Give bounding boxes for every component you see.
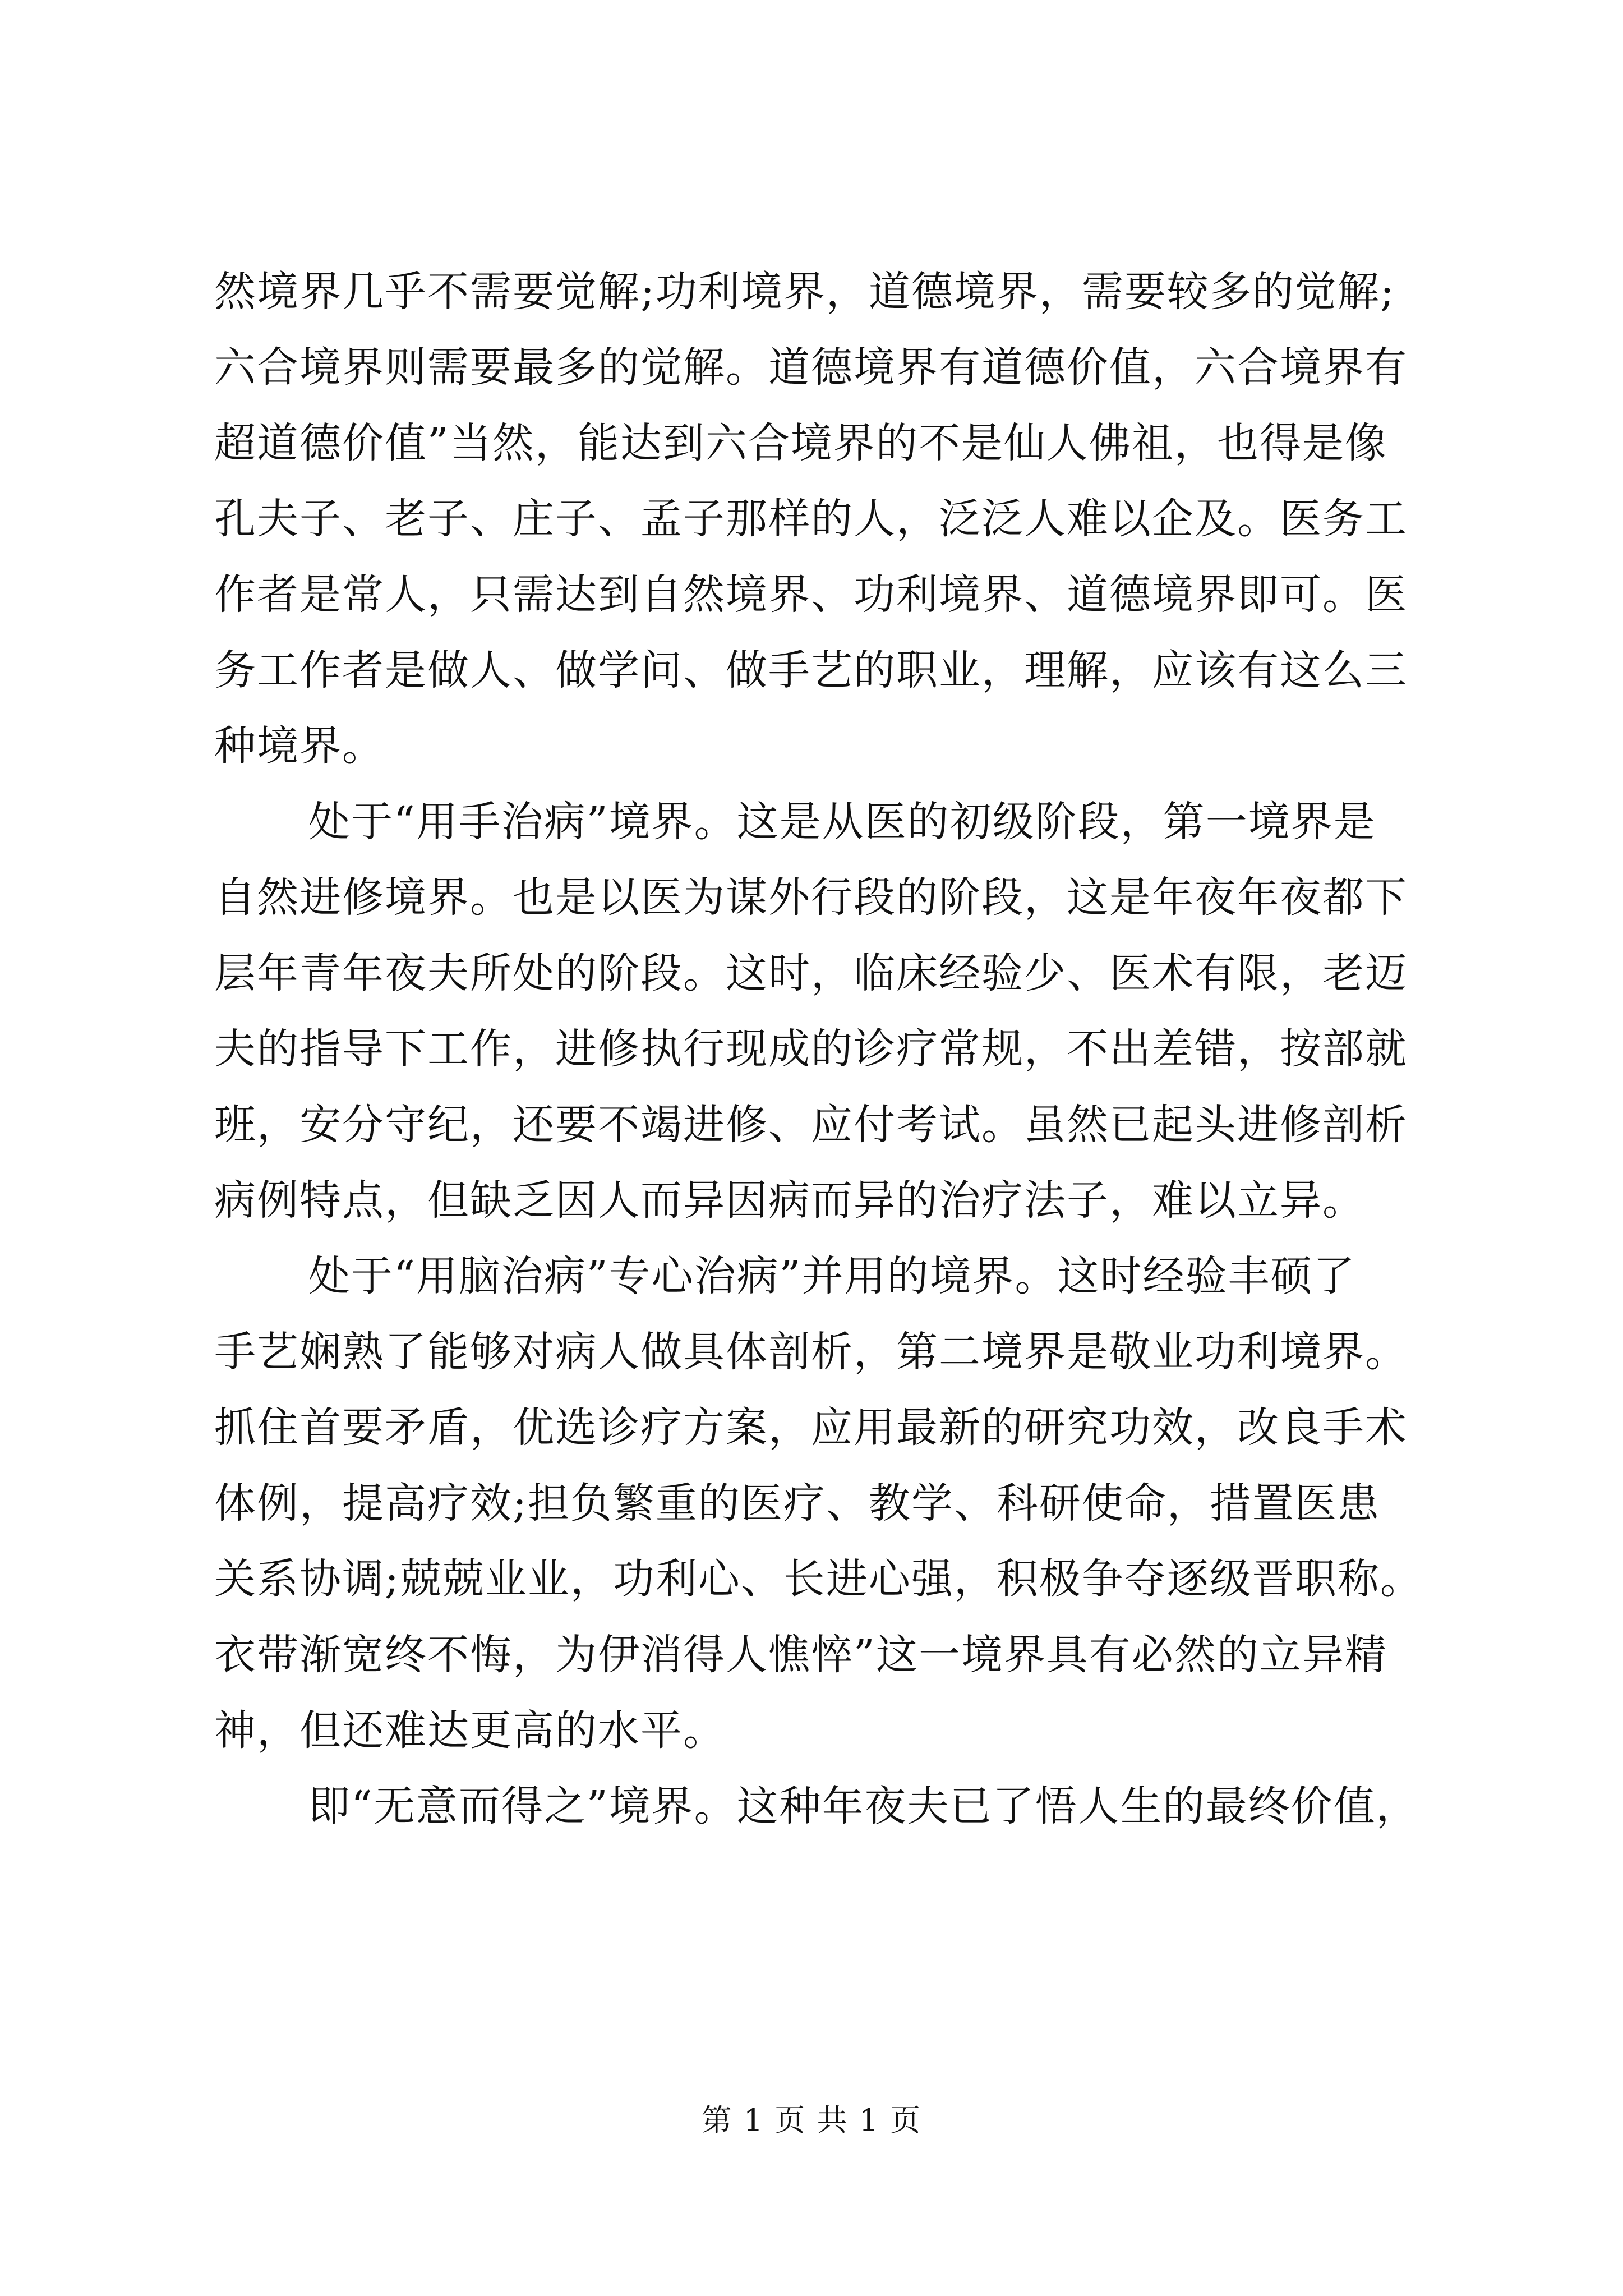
text-line: 自然进修境界。也是以医为谋外行段的阶段，这是年夜年夜都下	[214, 873, 1408, 922]
page-number-footer: 第 1 页 共 1 页	[701, 2102, 922, 2138]
text-line: 神，但还难达更高的水平。	[214, 1706, 726, 1755]
text-line: 关系协调;兢兢业业，功利心、长进心强，积极争夺逐级晋职称。	[214, 1555, 1423, 1603]
text-line: 种境界。	[214, 722, 385, 770]
text-line: 层年青年夜夫所处的阶段。这时，临床经验少、医术有限，老迈	[214, 949, 1408, 997]
text-line: 病例特点，但缺乏因人而异因病而异的治疗法子，难以立异。	[214, 1176, 1365, 1225]
text-line: 衣带渐宽终不悔，为伊消得人憔悴”这一境界具有必然的立异精	[214, 1631, 1387, 1679]
text-line: 体例，提高疗效;担负繁重的医疗、教学、科研使命，措置医患	[214, 1479, 1380, 1527]
text-line: 然境界几乎不需要觉解;功利境界，道德境界，需要较多的觉解;	[214, 268, 1395, 316]
text-line: 抓住首要矛盾，优选诊疗方案，应用最新的研究功效，改良手术	[214, 1404, 1408, 1452]
text-line: 手艺娴熟了能够对病人做具体剖析，第二境界是敬业功利境界。	[214, 1328, 1408, 1376]
paragraph-first-line: 处于“用手治病”境界。这是从医的初级阶段，第一境界是	[308, 798, 1376, 846]
document-body	[214, 254, 1426, 1844]
text-line: 夫的指导下工作，进修执行现成的诊疗常规，不出差错，按部就	[214, 1025, 1408, 1073]
text-line: 务工作者是做人、做学问、做手艺的职业，理解，应该有这么三	[214, 646, 1408, 694]
text-line: 六合境界则需要最多的觉解。道德境界有道德价值，六合境界有	[214, 343, 1408, 392]
text-line: 班，安分守纪，还要不竭进修、应付考试。虽然已起头进修剖析	[214, 1101, 1408, 1149]
text-line: 孔夫子、老子、庄子、孟子那样的人，泛泛人难以企及。医务工	[214, 495, 1408, 543]
paragraph-first-line: 即“无意而得之”境界。这种年夜夫已了悟人生的最终价值，	[308, 1782, 1419, 1830]
text-line: 作者是常人，只需达到自然境界、功利境界、道德境界即可。医	[214, 570, 1408, 619]
text-line: 超道德价值”当然，能达到六合境界的不是仙人佛祖，也得是像	[214, 419, 1387, 467]
paragraph-first-line: 处于“用脑治病”专心治病”并用的境界。这时经验丰硕了	[308, 1252, 1356, 1300]
